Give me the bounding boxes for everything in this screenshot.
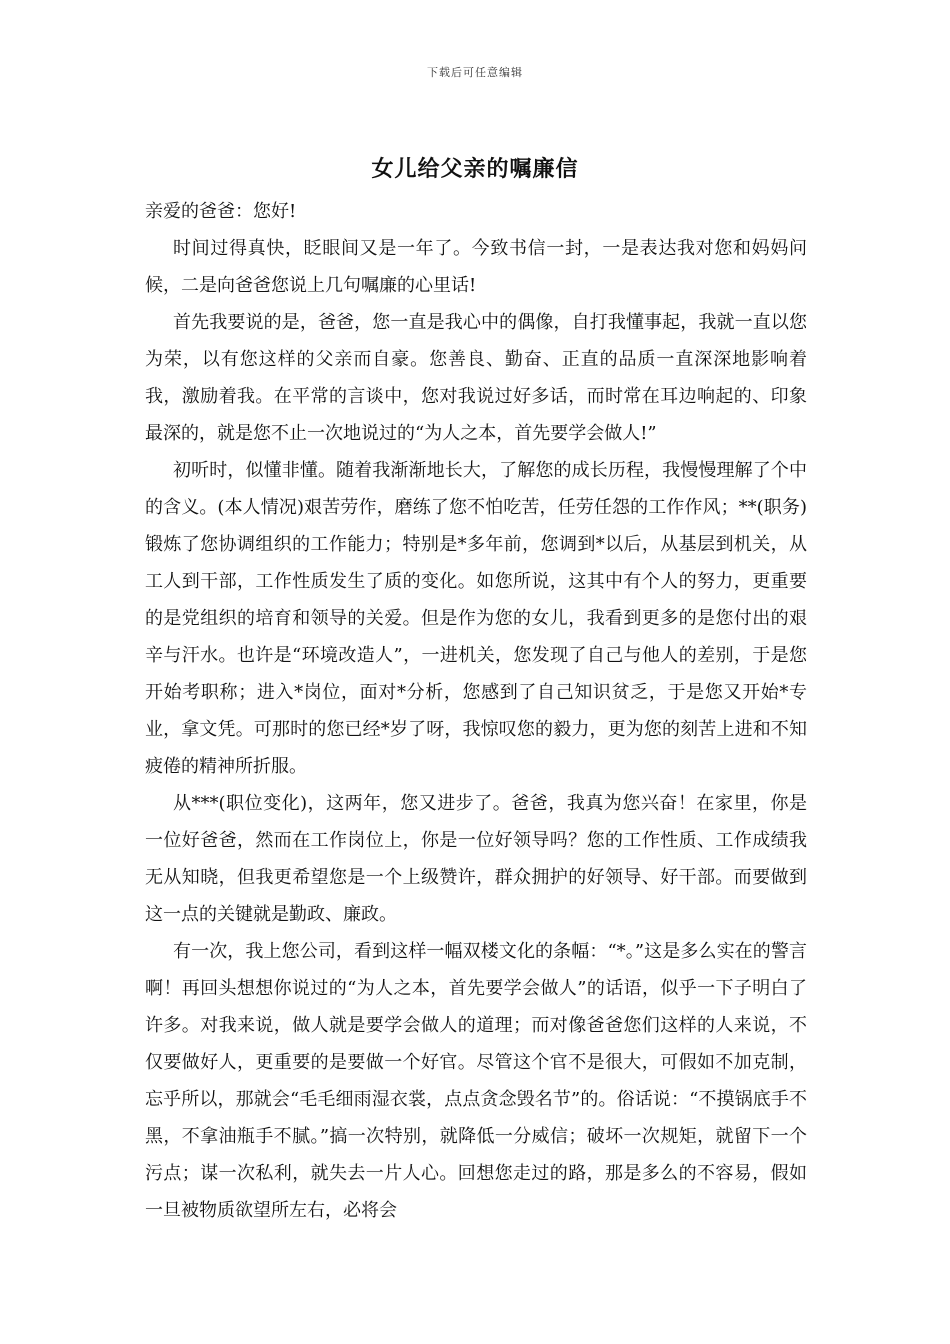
document-title: 女儿给父亲的嘱廉信 (371, 156, 579, 182)
paragraph: 从***(职位变化)，这两年，您又进步了。爸爸，我真为您兴奋！在家里，你是一位好爸爸，然而在工作岗位上，你是一位好领导吗？您的工作性质、工作成绩我无从知晓，但我更希望您是一个上级赞许，群众拥护的好领导、好干部。而要做到这一点的关键就是勤政、廉政。 (145, 793, 807, 925)
paragraph: 时间过得真快，眨眼间又是一年了。今致书信一封，一是表达我对您和妈妈问候，二是向爸爸您说上几句嘱廉的心里话! (145, 238, 807, 296)
paragraph: 有一次，我上您公司，看到这样一幅双楼文化的条幅：“*。”这是多么实在的警言啊！再回头想想你说过的“为人之本，首先要学会做人”的话语，似乎一下子明白了许多。对我来说，做人就是要学会做人的道理；而对像爸爸您们这样的人来说，不仅要做好人，更重要的是要做一个好官。尽管这个官不是很大，可假如不加克制，忘乎所以，那就会“毛毛细雨湿衣裳，点点贪念毁名节”的。俗话说：“不摸锅底手不黑，不拿油瓶手不腻。”搞一次特别，就降低一分威信；破坏一次规矩，就留下一个污点；谋一次私利，就失去一片人心。回想您走过的路，那是多么的不容易，假如一旦被物质欲望所左右，必将会 (145, 941, 807, 1221)
paragraph: 初听时，似懂非懂。随着我渐渐地长大，了解您的成长历程，我慢慢理解了个中的含义。(本人情况)艰苦劳作，磨练了您不怕吃苦，任劳任怨的工作作风；**(职务)锻炼了您协调组织的工作能力；特别是*多年前，您调到*以后，从基层到机关，从工人到干部，工作性质发生了质的变化。如您所说，这其中有个人的努力，更重要的是党组织的培育和领导的关爱。但是作为您的女儿，我看到更多的是您付出的艰辛与汗水。也许是“环境改造人”，一进机关，您发现了自己与他人的差别，于是您开始考职称；进入*岗位，面对*分析，您感到了自己知识贫乏，于是您又开始*专业，拿文凭。可那时的您已经*岁了呀，我惊叹您的毅力，更为您的刻苦上进和不知疲倦的精神所折服。 (145, 460, 807, 777)
salutation: 亲爱的爸爸：您好! (145, 201, 297, 222)
letter-body (145, 193, 807, 1229)
paragraph: 首先我要说的是，爸爸，您一直是我心中的偶像，自打我懂事起，我就一直以您为荣，以有您这样的父亲而自豪。您善良、勤奋、正直的品质一直深深地影响着我，激励着我。在平常的言谈中，您对我说过好多话，而时常在耳边响起的、印象最深的，就是您不止一次地说过的“为人之本，首先要学会做人!” (145, 312, 807, 444)
header-note: 下载后可任意编辑 (427, 66, 523, 79)
